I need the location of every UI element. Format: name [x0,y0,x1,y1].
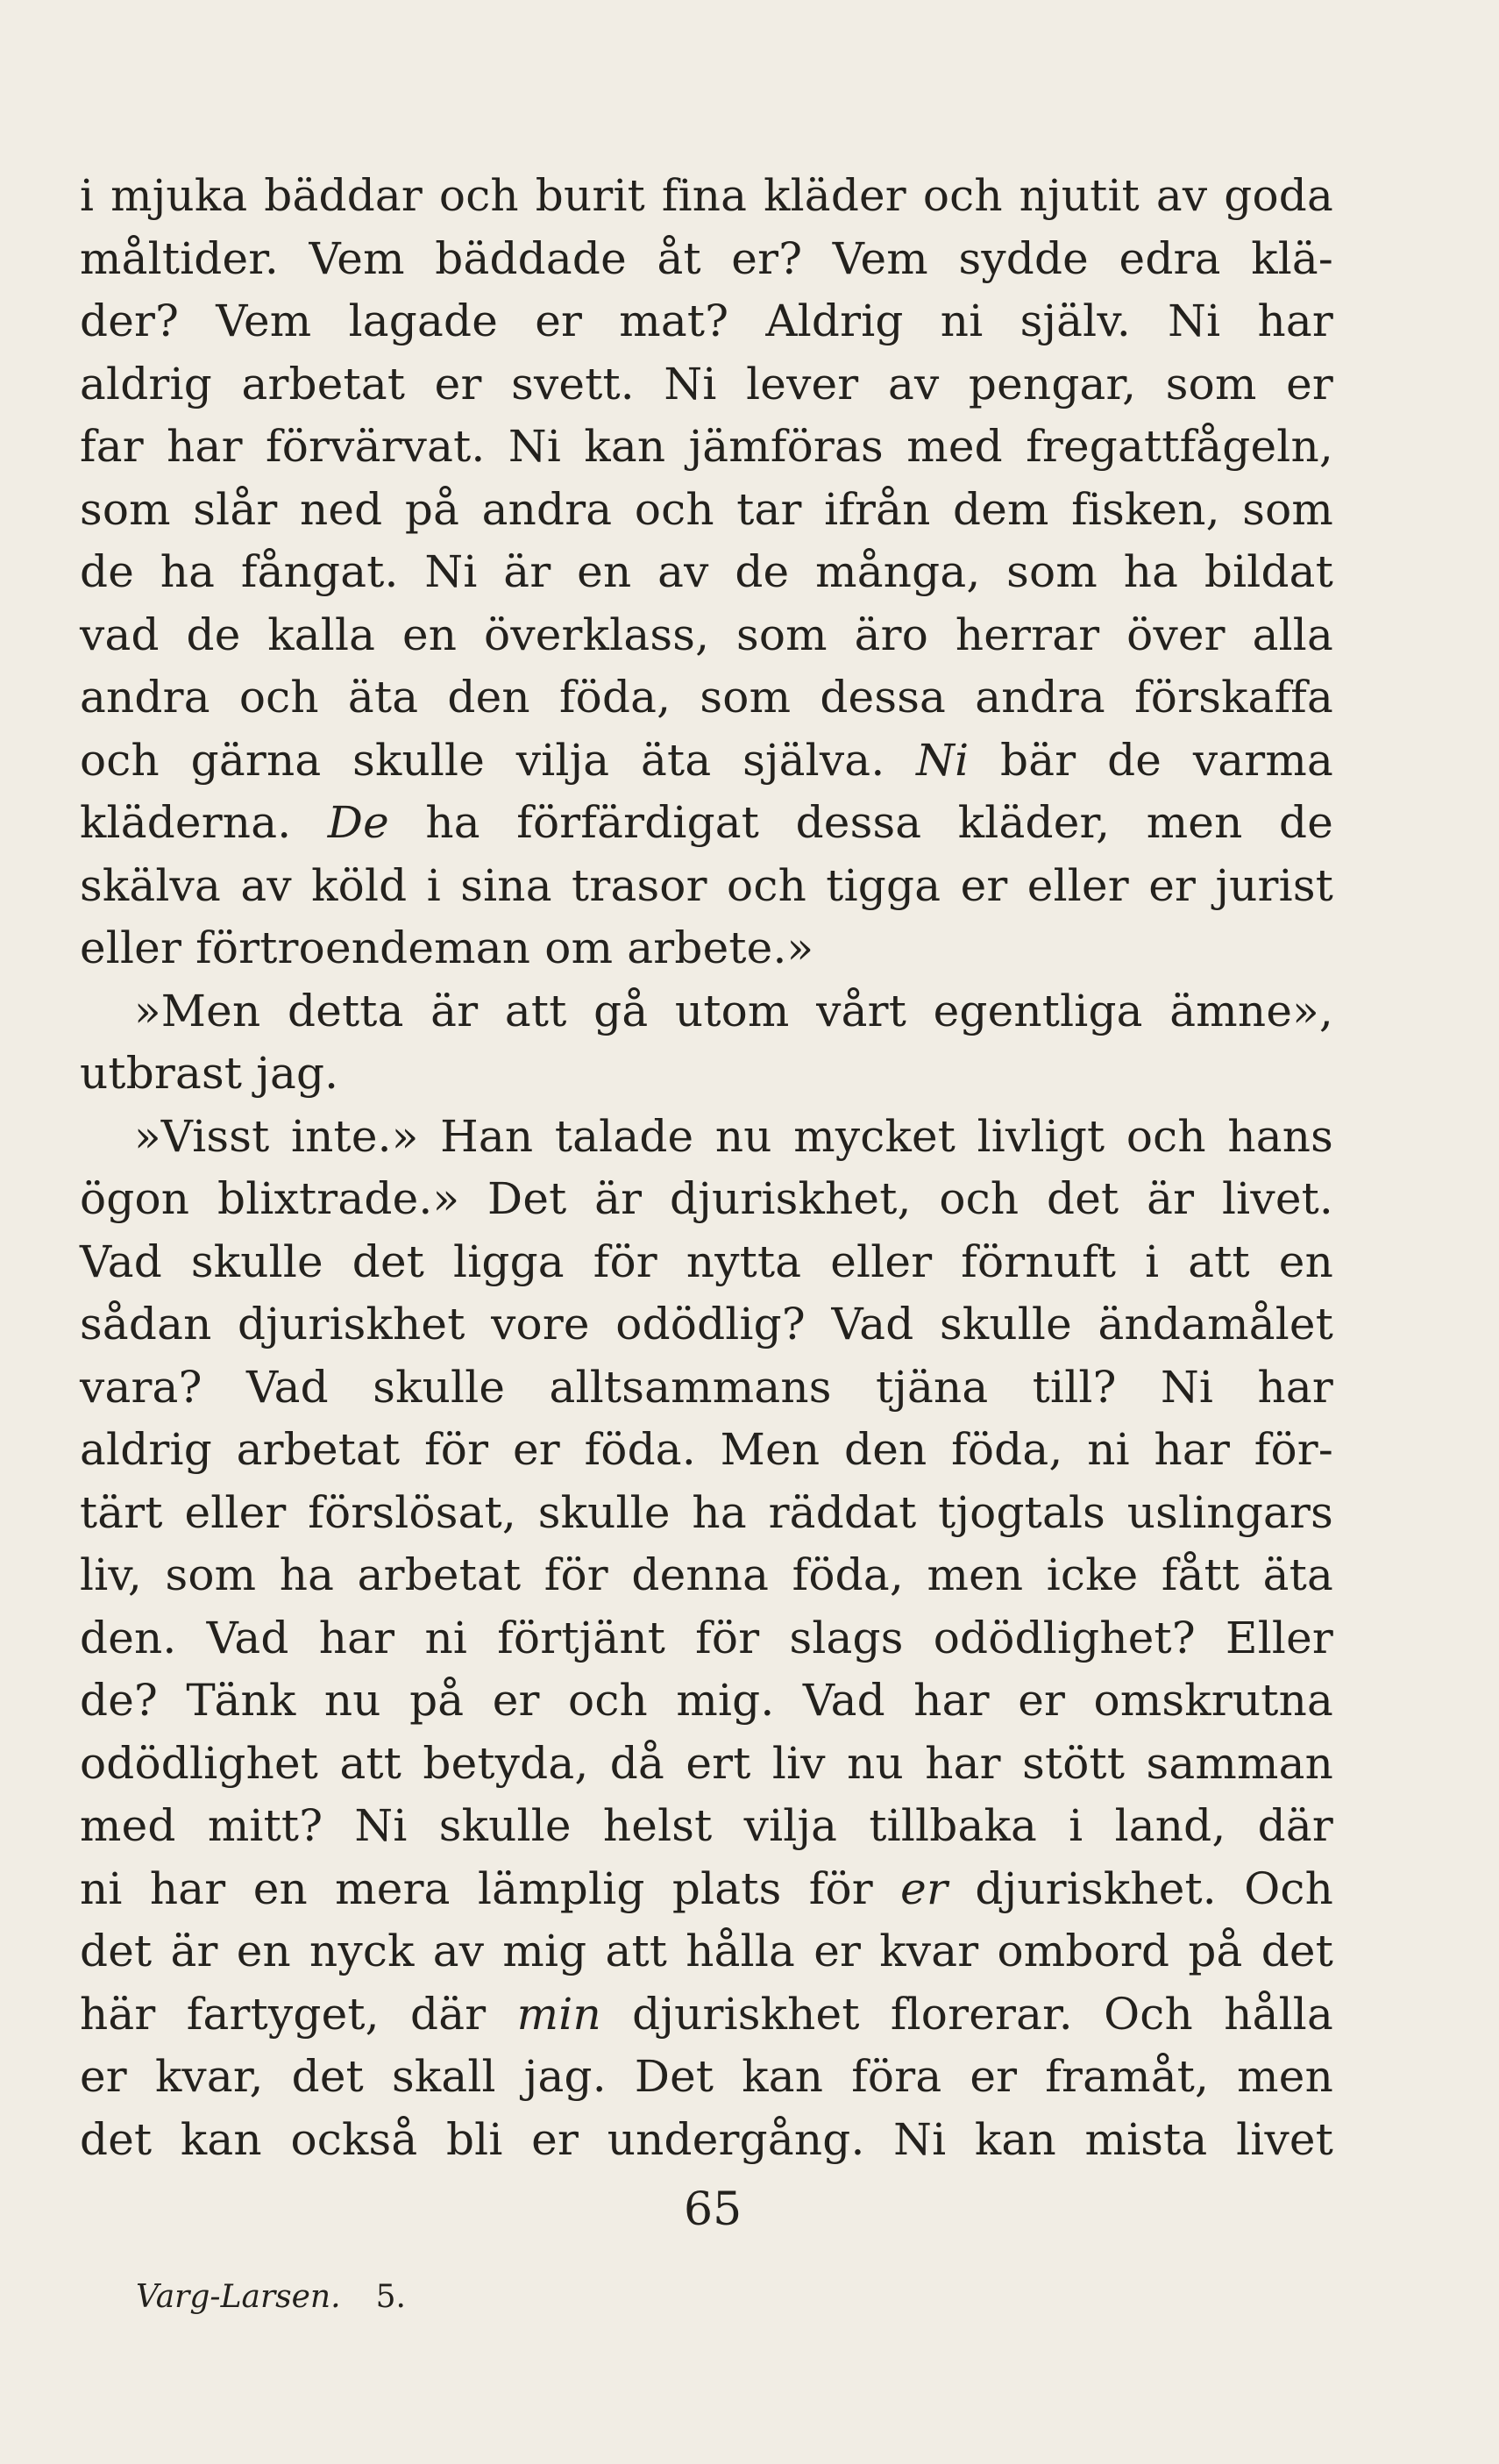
text-segment: djuriskhet florerar. Och hålla [600,1988,1333,2040]
body-text [80,165,1333,2171]
text-line [80,1670,1333,1733]
text-line [80,1168,1333,1231]
text-segment: ha förfärdigat dessa kläder, men de [388,797,1333,848]
text-line [80,730,1333,793]
text-line [80,917,1333,980]
text-segment: andra och äta den föda, som dessa andra förskaffa [80,672,1333,723]
text-line [80,666,1333,730]
text-line [80,2109,1333,2172]
text-segment: skälva av köld i sina trasor och tigga er eller er jurist [80,859,1333,911]
text-line [80,2046,1333,2109]
text-segment: med mitt? Ni skulle helst vilja tillbaka i land, där [80,1800,1333,1851]
text-line [80,855,1333,918]
text-segment: sådan djuriskhet vore odödlig? Vad skulle ändamålet [80,1299,1333,1350]
text-line [80,980,1333,1043]
text-line [80,792,1333,855]
text-line [80,1733,1333,1796]
text-segment: och gärna skulle vilja äta själva. [80,734,917,786]
page-number: 65 [684,2183,742,2236]
text-line [80,165,1333,228]
text-segment: liv, som ha arbetat för denna föda, men icke fått äta [80,1549,1333,1600]
text-segment: djuriskhet. Och [948,1862,1333,1914]
text-segment: här fartyget, där [80,1988,517,2040]
text-line [80,228,1333,291]
text-line [80,1231,1333,1294]
text-segment: »Visst inte.» Han talade nu mycket livligt och hans [134,1110,1333,1162]
text-segment: ögon blixtrade.» Det är djuriskhet, och det är livet. [80,1173,1333,1224]
text-segment: måltider. Vem bäddade åt er? Vem sydde edra klä- [80,232,1333,284]
text-line [80,1043,1333,1106]
text-segment: den. Vad har ni förtjänt för slags odödlighet? Eller [80,1612,1333,1663]
signature-mark [136,2275,406,2319]
text-segment: som slår ned på andra och tar ifrån dem fisken, som [80,483,1333,535]
text-line [80,1983,1333,2047]
text-line [80,1858,1333,1921]
text-segment: eller förtroendeman om arbete.» [80,922,814,973]
text-segment: de? Tänk nu på er och mig. Vad har er omskrutna [80,1675,1333,1726]
text-segment: det är en nyck av mig att hålla er kvar ombord på det [80,1926,1333,1976]
text-segment: utbrast jag. [80,1048,339,1099]
italic-emphasis: er [900,1862,948,1914]
italic-emphasis: De [327,797,389,848]
text-segment: aldrig arbetat er svett. Ni lever av pengar, som er [80,358,1333,409]
text-segment: far har förvärvat. Ni kan jämföras med fregattfågeln, [80,421,1333,472]
text-line [80,416,1333,479]
italic-emphasis: Ni [916,734,970,786]
text-segment: i mjuka bäddar och burit fina kläder och njutit av goda [80,170,1333,221]
text-segment: kläderna. [80,797,328,848]
text-segment: vad de kalla en överklass, som äro herrar över alla [80,609,1333,660]
text-segment: vara? Vad skulle alltsammans tjäna till? Ni har [80,1361,1333,1413]
text-line [80,1482,1333,1545]
text-line [80,1106,1333,1169]
text-segment: der? Vem lagade er mat? Aldrig ni själv. Ni har [80,296,1333,346]
text-segment: »Men detta är att gå utom vårt egentliga ämne», [134,985,1333,1036]
text-segment: det kan också bli er undergång. Ni kan mista livet [80,2113,1333,2165]
text-line [80,1920,1333,1983]
text-line [80,1795,1333,1858]
text-segment: de ha fångat. Ni är en av de många, som ha bildat [80,546,1333,597]
text-segment: odödlighet att betyda, då ert liv nu har stött samman [80,1737,1333,1789]
text-line [80,604,1333,667]
text-segment: ni har en mera lämplig plats för [80,1862,901,1914]
text-line [80,1293,1333,1357]
text-line [80,1419,1333,1482]
text-segment: tärt eller förslösat, skulle ha räddat tjogtals uslingars [80,1486,1333,1538]
text-line [80,1544,1333,1607]
text-line [80,541,1333,604]
italic-emphasis: min [516,1988,601,2040]
text-line [80,479,1333,542]
text-segment: Vad skulle det ligga för nytta eller förnuft i att en [80,1236,1333,1287]
signature-number: 5. [375,2279,406,2315]
text-segment: aldrig arbetat för er föda. Men den föda, ni har för- [80,1424,1333,1475]
text-line [80,353,1333,417]
text-segment: er kvar, det skall jag. Det kan föra er framåt, men [80,2051,1333,2102]
text-line [80,290,1333,353]
signature-title: Varg-Larsen. [136,2279,341,2315]
text-segment: bär de varma [969,734,1333,786]
text-line [80,1607,1333,1670]
text-line [80,1357,1333,1420]
